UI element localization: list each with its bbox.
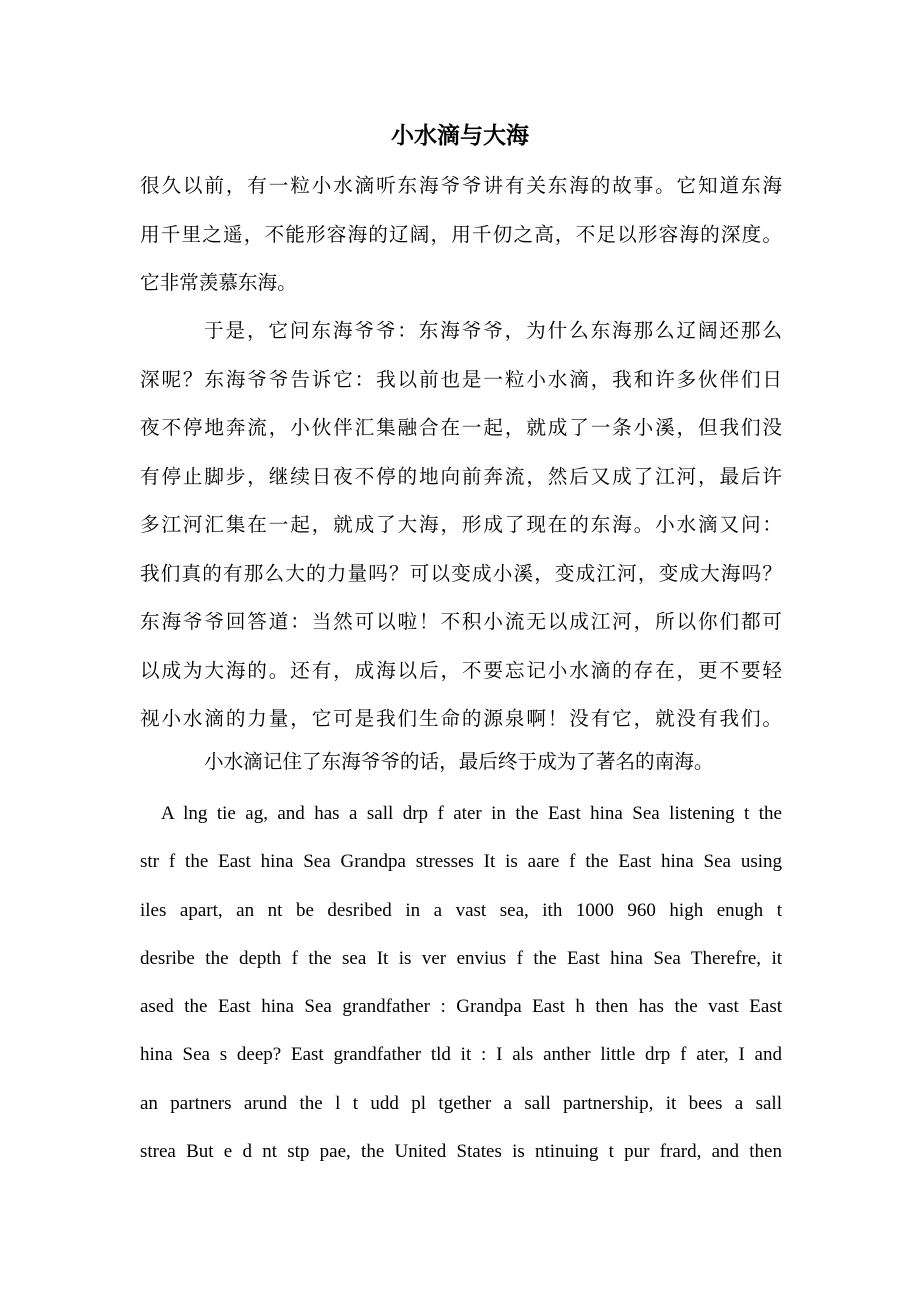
text-line: 于是，它问东海爷爷：东海爷爷，为什么东海那么辽阔还那么 bbox=[204, 319, 782, 342]
text-line: A lng tie ag, and has a sall drp f ater in the East hina Sea listening t the bbox=[161, 803, 782, 824]
text-line: desribe the depth f the sea It is ver envius f the East hina Sea Therefre, it bbox=[140, 947, 782, 969]
text-line: 用千里之遥，不能形容海的辽阔，用千仞之高，不足以形容海的深度。 bbox=[140, 222, 782, 246]
english-paragraph bbox=[140, 790, 782, 1176]
text-line: str f the East hina Sea Grandpa stresses It is aare f the East hina Sea using bbox=[140, 851, 782, 873]
text-line: hina Sea s deep? East grandfather tld it : I als anther little drp f ater, I and bbox=[140, 1044, 782, 1066]
chinese-paragraph-2 bbox=[140, 307, 782, 744]
text-line: 小水滴记住了东海爷爷的话，最后终于成为了著名的南海。 bbox=[204, 750, 714, 773]
text-line: 以成为大海的。还有，成海以后，不要忘记小水滴的存在，更不要轻 bbox=[140, 658, 782, 682]
text-line: 很久以前，有一粒小水滴听东海爷爷讲有关东海的故事。它知道东海 bbox=[140, 174, 782, 197]
chinese-paragraph-1 bbox=[140, 162, 782, 308]
text-line: 深呢？东海爷爷告诉它：我以前也是一粒小水滴，我和许多伙伴们日 bbox=[140, 367, 782, 391]
chinese-paragraph-3 bbox=[140, 738, 782, 787]
text-line: 有停止脚步，继续日夜不停的地向前奔流，然后又成了江河，最后许 bbox=[140, 464, 782, 488]
text-line: ased the East hina Sea grandfather : Grandpa East h then has the vast East bbox=[140, 996, 782, 1018]
text-line: iles apart, an nt be desribed in a vast sea, ith 1000 960 high enugh t bbox=[140, 899, 782, 921]
page-title: 小水滴与大海 bbox=[391, 122, 529, 149]
text-line: 夜不停地奔流，小伙伴汇集融合在一起，就成了一条小溪，但我们没 bbox=[140, 416, 782, 439]
text-line: an partners arund the l t udd pl tgether a sall partnership, it bees a sall bbox=[140, 1092, 782, 1114]
text-line: 多江河汇集在一起，就成了大海，形成了现在的东海。小水滴又问： bbox=[140, 513, 782, 536]
text-line: 东海爷爷回答道：当然可以啦！不积小流无以成江河，所以你们都可 bbox=[140, 610, 782, 633]
text-line: 它非常羡慕东海。 bbox=[140, 271, 297, 294]
text-line: 视小水滴的力量，它可是我们生命的源泉啊！没有它，就没有我们。 bbox=[140, 707, 782, 730]
text-line: strea But e d nt stp pae, the United States is ntinuing t pur frard, and then bbox=[140, 1141, 782, 1163]
text-line: 我们真的有那么大的力量吗？可以变成小溪，变成江河，变成大海吗？ bbox=[140, 561, 782, 585]
